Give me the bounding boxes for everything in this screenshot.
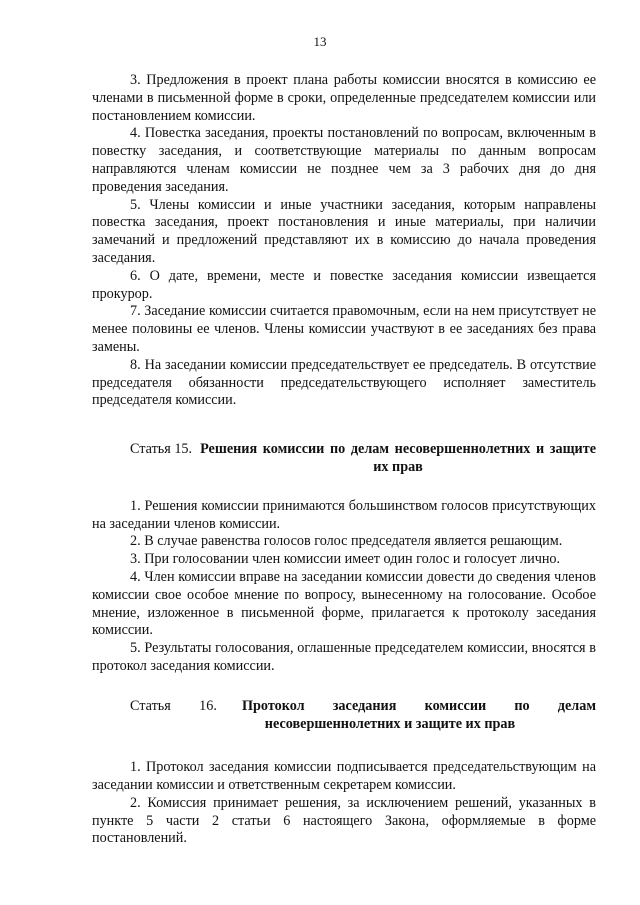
paragraph-3: 3. Предложения в проект плана работы комиссии вносятся в комиссию ее членами в письменной форме в сроки, определенные председателем комиссии или постановлением комиссии. xyxy=(92,72,596,124)
title-word: делам xyxy=(557,697,596,714)
article-16-label-word: Статья xyxy=(130,697,171,714)
article-15-paragraph-3: 3. При голосовании член комиссии имеет один голос и голосует лично. xyxy=(130,551,561,568)
paragraph-7: 7. Заседание комиссии считается правомочным, если на нем присутствует не менее половины ее членов. Члены комиссии участвуют в ее заседаниях без права замены. xyxy=(92,303,596,355)
title-word: комиссии xyxy=(424,697,487,714)
article-15-heading xyxy=(92,441,596,477)
title-word: заседания xyxy=(332,697,397,714)
article-16-paragraph-1: 1. Протокол заседания комиссии подписывается председательствующим на заседании комиссии и ответственным секретарем комиссии. xyxy=(92,759,596,794)
article-16-title xyxy=(242,698,596,734)
article-16-label xyxy=(92,698,242,734)
article-15-paragraph-1: 1. Решения комиссии принимаются большинством голосов присутствующих на заседании членов комиссии. xyxy=(92,497,596,532)
document-body xyxy=(92,72,596,848)
article-15-paragraph-2: 2. В случае равенства голосов голос председателя является решающим. xyxy=(130,533,563,550)
article-16-title-line-1 xyxy=(242,698,596,716)
paragraph-8: 8. На заседании комиссии председательствует ее председатель. В отсутствие председателя обязанности председательствующего исполняет заместитель председателя комиссии. xyxy=(92,356,596,409)
paragraph-4: 4. Повестка заседания, проекты постановлений по вопросам, включенным в повестку заседания, и соответствующие материалы по данным вопросам направляются членам комиссии не позднее чем за 3 рабочих дня до дня проведения заседания. xyxy=(92,125,596,195)
article-16-label-number: 16. xyxy=(199,697,217,714)
article-15-paragraph-4: 4. Член комиссии вправе на заседании комиссии довести до сведения членов комиссии свое особое мнение по вопросу, вынесенному на голосование. Особое мнение, изложенное в письменной форме, прилагается к протоколу заседания комиссии. xyxy=(92,568,596,639)
article-16-heading xyxy=(92,698,596,734)
page-number: 13 xyxy=(313,34,327,49)
title-word: по xyxy=(514,697,530,714)
title-word: Протокол xyxy=(242,697,305,714)
article-16-title-line-2: несовершеннолетних и защите их прав xyxy=(264,715,516,732)
article-16-paragraph-2: 2. Комиссия принимает решения, за исключением решений, указанных в пункте 5 части 2 статьи 6 настоящего Закона, оформляемые в форме постановлений. xyxy=(92,794,596,847)
paragraph-5: 5. Члены комиссии и иные участники заседания, которым направлены повестка заседания, проект постановления и иные материалы, при наличии замечаний и предложений представляют их в комиссию до начала проведения заседания. xyxy=(92,196,596,266)
article-15-paragraph-5: 5. Результаты голосования, оглашенные председателем комиссии, вносятся в протокол заседания комиссии. xyxy=(92,640,596,674)
article-15-label: Статья 15. xyxy=(130,441,193,458)
paragraph-6: 6. О дате, времени, месте и повестке заседания комиссии извещается прокурор. xyxy=(92,267,596,302)
article-15-title: Решения комиссии по делам несовершеннолетних и защите их прав xyxy=(200,441,596,475)
